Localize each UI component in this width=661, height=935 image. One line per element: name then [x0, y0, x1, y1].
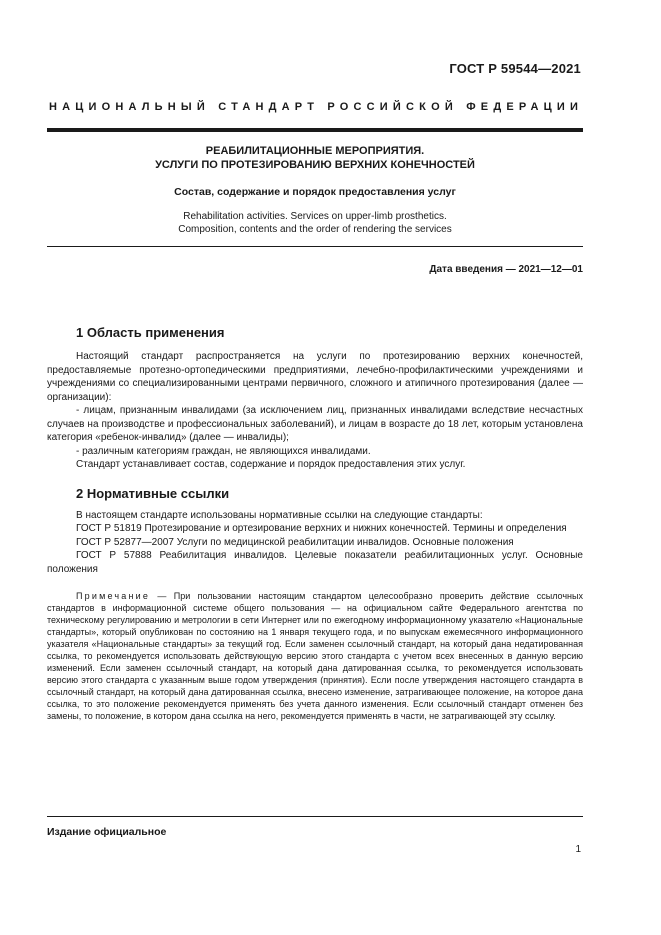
reference-item: ГОСТ Р 52877—2007 Услуги по медицинской реабилитации инвалидов. Основные положения: [76, 536, 514, 548]
header-divider: [47, 128, 583, 132]
note-block: [47, 590, 583, 722]
section-1-title: 1 Область применения: [76, 325, 225, 340]
title-divider: [47, 246, 583, 247]
section-1-paragraph: Стандарт устанавливает состав, содержание и порядок предоставления этих услуг.: [76, 459, 466, 470]
official-edition-label: Издание официальное: [47, 826, 167, 838]
reference-item: ГОСТ Р 57888 Реабилитация инвалидов. Целевые показатели реабилитационных услуг. Основные положения: [47, 550, 583, 575]
document-number: ГОСТ Р 59544—2021: [449, 61, 581, 76]
section-1-paragraph: - различным категориям граждан, не являющихся инвалидами.: [76, 445, 371, 457]
section-1-paragraph: Настоящий стандарт распространяется на услуги по протезированию верхних конечностей, предоставляемые протезно-ортопедическими предприятиями, лечебно-профилактическими учреждениями и учреждениями со специализированными центрами первичного, сложного и атипичного протезирования (далее — организации):: [47, 351, 583, 403]
note-label: Примечание: [76, 591, 151, 601]
footer-divider: [47, 816, 583, 817]
introduction-date: Дата введения — 2021—12—01: [429, 264, 583, 275]
title-line-2: УСЛУГИ ПО ПРОТЕЗИРОВАНИЮ ВЕРХНИХ КОНЕЧНОСТЕЙ: [155, 159, 475, 171]
title-subtitle: Состав, содержание и порядок предоставления услуг: [174, 186, 456, 198]
english-title-line-1: Rehabilitation activities. Services on upper-limb prosthetics.: [183, 211, 447, 222]
title-block: [47, 144, 583, 236]
main-content: [47, 324, 583, 722]
section-1-paragraph: - лицам, признанным инвалидами (за исключением лиц, признанных инвалидами вследствие несчастных случаев на производстве и профессиональных заболеваний), и лицам в возрасте до 18 лет, которым установлена категория «ребенок-инвалид» (далее — инвалиды);: [47, 405, 583, 443]
title-line-1: РЕАБИЛИТАЦИОННЫЕ МЕРОПРИЯТИЯ.: [205, 145, 425, 157]
section-2-title: 2 Нормативные ссылки: [76, 485, 230, 501]
section-2-paragraph: В настоящем стандарте использованы нормативные ссылки на следующие стандарты:: [76, 509, 483, 521]
english-title-line-2: Composition, contents and the order of rendering the services: [178, 224, 452, 235]
note-text: — При пользовании настоящим стандартом целесообразно проверить действие ссылочных стандартов в информационной системе общего пользования — на официальном сайте Федерального агентства по техническому регулированию и метрологии в сети Интернет или по ежегодному информационному указателю «Национальные стандарты», который опубликован по состоянию на 1 января текущего года, и по выпускам ежемесячного информационного указателя «Национальные стандарты» за текущий год. Если заменен ссылочный стандарт, на который дана недатированная ссылка, то рекомендуется использовать действующую версию этого стандарта с учетом всех внесенных в данную версию изменений. Если заменен ссылочный стандарт, на который дана датированная ссылка, то рекомендуется использовать версию этого стандарта с указанным выше годом утверждения (принятия). Если после утверждения настоящего стандарта в ссылочный стандарт, на который дана датированная ссылка, внесено изменение, затрагивающее положение, на которое дана ссылка, то это положение рекомендуется применять без учета данного изменения. Если ссылочный стандарт отменен без замены, то положение, в котором дана ссылка на него, рекомендуется применять в части, не затрагивающей эту ссылку.: [47, 591, 583, 721]
page-number: 1: [575, 844, 581, 855]
national-standard-heading: НАЦИОНАЛЬНЫЙ СТАНДАРТ РОССИЙСКОЙ ФЕДЕРАЦИИ: [48, 101, 584, 113]
reference-item: ГОСТ Р 51819 Протезирование и ортезирование верхних и нижних конечностей. Термины и определения: [76, 523, 567, 534]
